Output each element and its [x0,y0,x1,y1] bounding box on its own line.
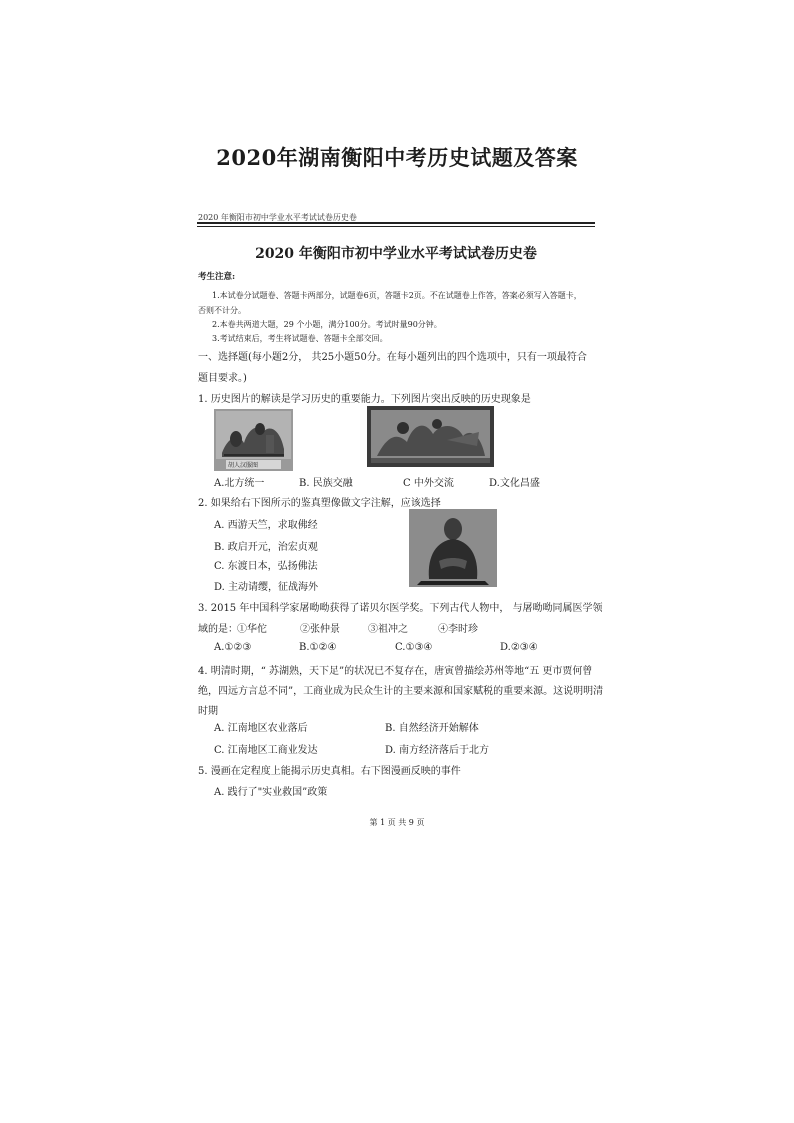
page-number: 第 1 页 共 9 页 [369,818,425,827]
question-1-image-right [367,406,494,467]
question-3-item: ③祖冲之 [368,624,408,635]
question-1-option-b: B. 民族交融 [299,478,353,489]
question-1-option-c: C 中外交流 [403,478,454,489]
question-4-stem-continued: 绝，四远方言总不同”，工商业成为民众生计的主要来源和国家赋税的重要来源。这说明明清 [198,686,604,697]
notice-item: 否则不计分。 [198,306,246,315]
question-2-option-c: C. 东渡日本，弘扬佛法 [214,561,318,572]
question-3-option-b: B.①②④ [299,642,337,653]
question-4-option-d: D. 南方经济落后于北方 [385,745,490,756]
question-2-stem: 2. 如果给右下图所示的鉴真塑像做文字注解，应该选择 [198,498,441,509]
question-2-option-a: A. 西游天竺，求取佛经 [214,520,318,531]
header-rule-thin [197,226,595,227]
question-5-stem: 5. 漫画在定程度上能揭示历史真相。右下图漫画反映的事件 [198,766,461,777]
question-3-stem-continued: 域的是： [198,624,238,635]
question-1-stem: 1. 历史图片的解读是学习历史的重要能力。下列图片突出反映的历史现象是 [198,394,531,405]
question-4-option-c: C. 江南地区工商业发达 [214,745,318,756]
notice-item: 3.考试结束后，考生将试题卷、答题卡全部交回。 [212,334,388,343]
question-3-option-a: A.①②③ [214,642,252,653]
question-3-option-d: D.②③④ [500,642,538,653]
question-3-stem: 3. 2015 年中国科学家屠呦呦获得了诺贝尔医学奖。下列古代人物中， 与屠呦呦同属医学领 [198,603,603,614]
question-3-item: ①华佗 [237,624,267,635]
question-4-stem: 4. 明清时期，“ 苏湖熟，天下足”的状况已不复存在，唐寅曾描绘苏州等地“五 更市贾何曾 [198,666,593,677]
question-3-item: ②张仲景 [300,624,340,635]
section-heading-continued: 题目要求。) [198,373,247,384]
question-1-option-d: D.文化昌盛 [489,478,540,489]
question-4-option-b: B. 自然经济开始解体 [385,723,479,734]
question-4-stem-end: 时期 [198,706,218,717]
question-2-option-b: B. 政启开元，治宏贞观 [214,542,318,553]
header-rule-thick [197,222,595,224]
main-title: 2020年湖南衡阳中考历史试题及答案 [216,145,578,170]
question-2-option-d: D. 主动请缨，征战海外 [214,582,319,593]
notice-item: 2.本卷共两道大题，29 个小题，满分100分。考试时量90分钟。 [212,320,442,329]
exam-title: 2020 年衡阳市初中学业水平考试试卷历史卷 [255,246,537,262]
question-3-item: ④李时珍 [438,624,478,635]
question-3-option-c: C.①③④ [395,642,433,653]
question-4-option-a: A. 江南地区农业落后 [214,723,308,734]
question-1-option-a: A.北方统一 [214,478,265,489]
section-heading: 一、选择题(每小题2分， 共25小题50分。在每小题列出的四个选项中，只有一项最符合 [198,352,587,363]
notice-heading: 考生注意: [198,272,236,282]
question-1-image-caption: 胡人汉服图 [228,462,259,469]
jianzhen-statue-photo [409,509,497,587]
running-header: 2020 年衡阳市初中学业水平考试试卷历史卷 [198,213,357,222]
notice-item: 1.本试卷分试题卷、答题卡两部分，试题卷6页，答题卡2页。不在试题卷上作答，答案必须写入答题卡， [212,291,582,300]
question-5-option-a: A. 践行了"实业救国”政策 [214,787,328,798]
